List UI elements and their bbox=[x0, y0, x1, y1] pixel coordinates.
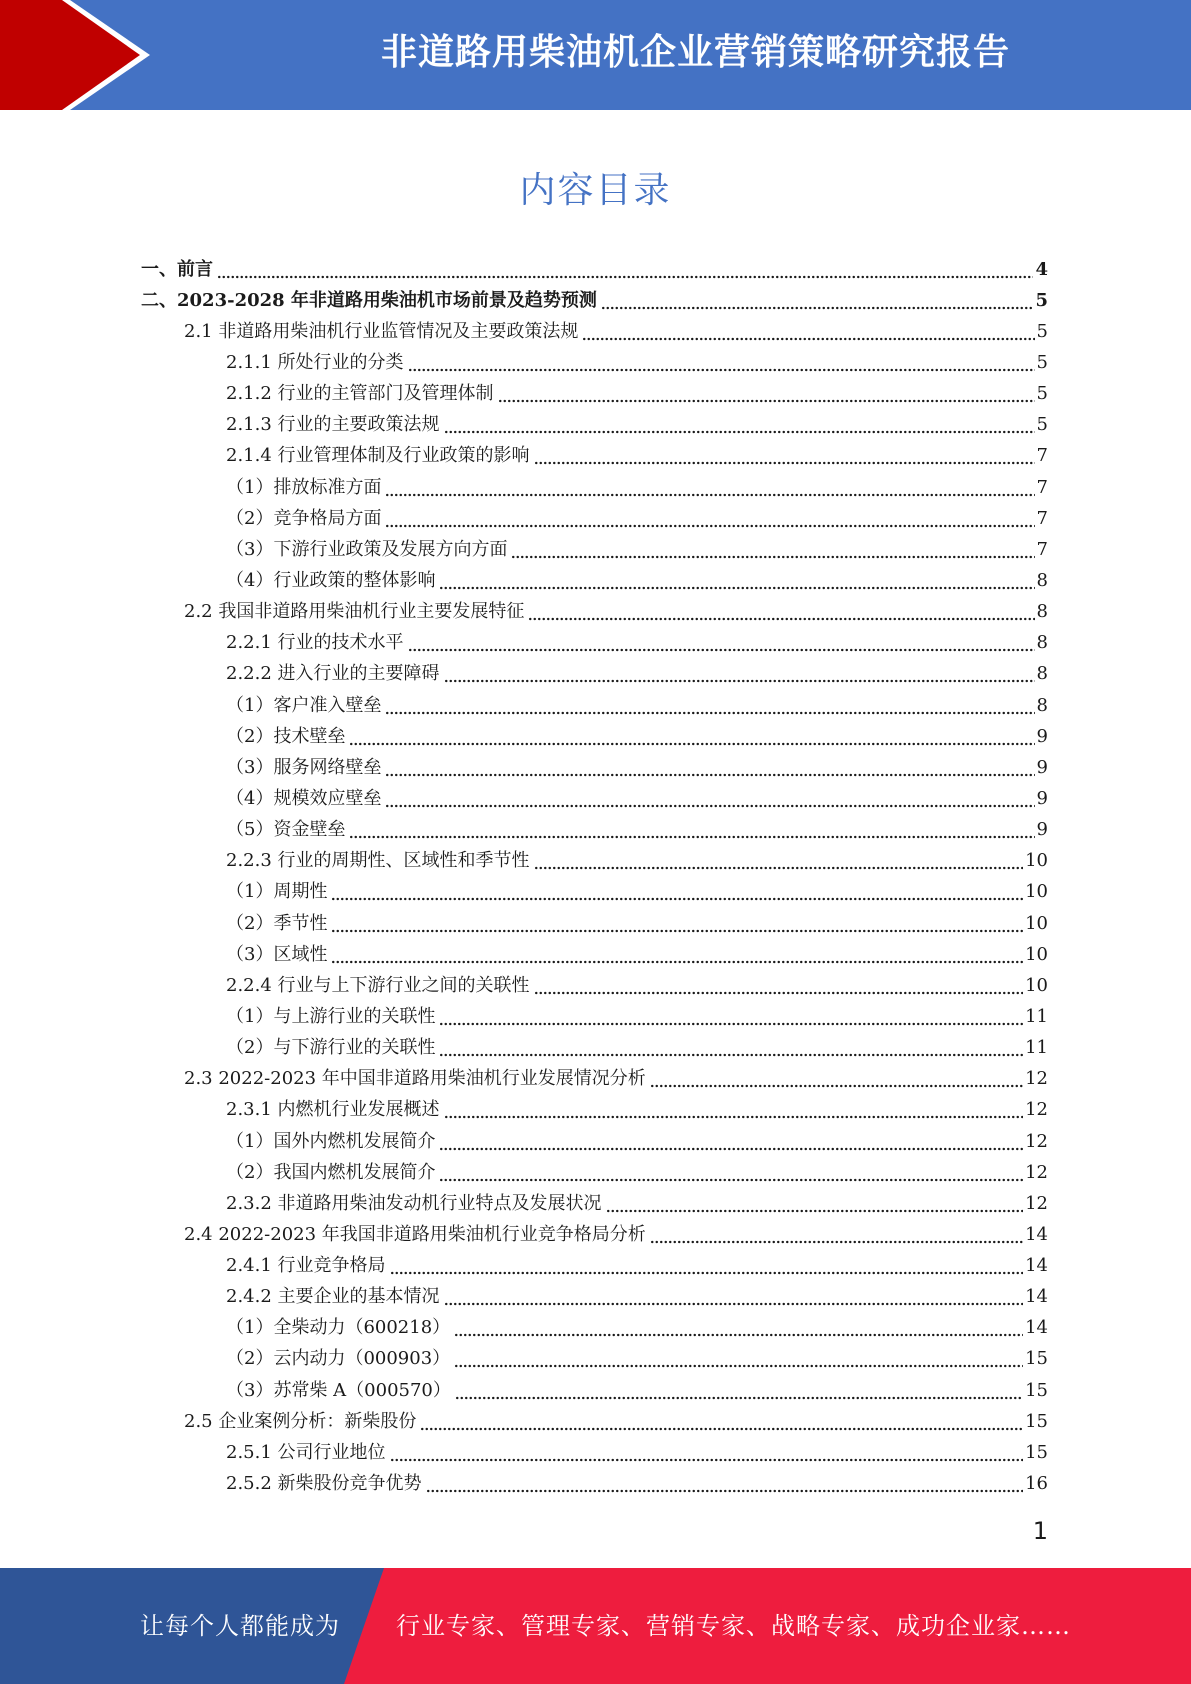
toc-entry[interactable] bbox=[0, 1064, 1191, 1095]
toc-entry-page: 15 bbox=[1025, 1379, 1048, 1401]
toc-entry[interactable] bbox=[0, 1001, 1191, 1032]
toc-leader-dots bbox=[439, 1166, 1023, 1182]
header-banner bbox=[0, 0, 1191, 110]
toc-entry-page: 8 bbox=[1036, 601, 1048, 623]
toc-entry-text: （2）季节性 bbox=[226, 912, 328, 934]
toc-leader-dots bbox=[455, 1384, 1023, 1400]
toc-entry-page: 4 bbox=[1035, 258, 1048, 280]
toc-entry[interactable] bbox=[0, 1406, 1191, 1437]
toc-entry-text: 2.3.2 非道路用柴油发动机行业特点及发展状况 bbox=[226, 1192, 602, 1214]
toc-leader-dots bbox=[408, 356, 1035, 372]
toc-leader-dots bbox=[349, 823, 1034, 839]
toc-entry[interactable] bbox=[0, 1219, 1191, 1250]
toc-entry-text: （1）客户准入壁垒 bbox=[226, 694, 382, 716]
toc-entry[interactable] bbox=[0, 472, 1191, 503]
toc-leader-dots bbox=[385, 481, 1034, 497]
toc-entry-page: 5 bbox=[1036, 351, 1048, 373]
footer-slogan: 让每个人都能成为 bbox=[140, 1612, 340, 1640]
toc-entry-text: 2.2.3 行业的周期性、区域性和季节性 bbox=[226, 850, 530, 872]
toc-entry-text: 2.2 我国非道路用柴油机行业主要发展特征 bbox=[184, 601, 525, 623]
toc-entry-page: 10 bbox=[1025, 943, 1048, 965]
toc-entry-text: 2.1.3 行业的主要政策法规 bbox=[226, 414, 440, 436]
toc-entry-text: （3）苏常柴 A（000570） bbox=[226, 1379, 451, 1401]
toc-entry-page: 14 bbox=[1025, 1255, 1048, 1277]
toc-entry[interactable] bbox=[0, 846, 1191, 877]
toc-entry-text: （2）与下游行业的关联性 bbox=[226, 1037, 436, 1059]
toc-entry-text: 2.4.2 主要企业的基本情况 bbox=[226, 1286, 440, 1308]
toc-entry-page: 9 bbox=[1036, 819, 1048, 841]
toc-leader-dots bbox=[534, 854, 1024, 870]
toc-entry-page: 8 bbox=[1036, 663, 1048, 685]
toc-entry[interactable] bbox=[0, 1437, 1191, 1468]
toc-entry-text: （1）全柴动力（600218） bbox=[226, 1317, 451, 1339]
toc-entry-text: 2.4 2022-2023 年我国非道路用柴油机行业竞争格局分析 bbox=[184, 1223, 646, 1245]
toc-entry[interactable] bbox=[0, 815, 1191, 846]
toc-entry-text: 2.2.4 行业与上下游行业之间的关联性 bbox=[226, 974, 530, 996]
toc-leader-dots bbox=[454, 1352, 1023, 1368]
toc-entry-page: 15 bbox=[1025, 1348, 1048, 1370]
toc-entry[interactable] bbox=[0, 783, 1191, 814]
toc-entry-text: 2.1.1 所处行业的分类 bbox=[226, 351, 404, 373]
toc-entry-page: 15 bbox=[1025, 1441, 1048, 1463]
toc-entry-text: 一、前言 bbox=[141, 258, 213, 280]
toc-leader-dots bbox=[606, 1197, 1024, 1213]
table-of-contents bbox=[0, 254, 1191, 1500]
toc-leader-dots bbox=[426, 1477, 1024, 1493]
footer-roles: 行业专家、管理专家、营销专家、战略专家、成功企业家…… bbox=[396, 1612, 1071, 1640]
toc-entry-page: 11 bbox=[1025, 1037, 1048, 1059]
toc-entry[interactable] bbox=[0, 254, 1191, 285]
toc-entry-text: （2）云内动力（000903） bbox=[226, 1348, 451, 1370]
toc-entry-page: 12 bbox=[1025, 1099, 1048, 1121]
toc-entry-text: （1）排放标准方面 bbox=[226, 476, 382, 498]
toc-entry-text: 2.3 2022-2023 年中国非道路用柴油机行业发展情况分析 bbox=[184, 1068, 646, 1090]
toc-entry-page: 9 bbox=[1036, 787, 1048, 809]
toc-entry-page: 9 bbox=[1036, 725, 1048, 747]
toc-leader-dots bbox=[439, 1135, 1023, 1151]
page-number: 1 bbox=[1032, 1517, 1048, 1545]
toc-entry[interactable] bbox=[0, 1157, 1191, 1188]
toc-leader-dots bbox=[331, 917, 1023, 933]
toc-leader-dots bbox=[511, 543, 1034, 559]
toc-entry-page: 12 bbox=[1025, 1161, 1048, 1183]
toc-entry[interactable] bbox=[0, 1188, 1191, 1219]
toc-entry[interactable] bbox=[0, 1344, 1191, 1375]
toc-entry[interactable] bbox=[0, 534, 1191, 565]
toc-entry-text: 2.5.2 新柴股份竞争优势 bbox=[226, 1473, 422, 1495]
toc-entry-text: （1）周期性 bbox=[226, 881, 328, 903]
toc-entry-page: 8 bbox=[1036, 632, 1048, 654]
toc-entry[interactable] bbox=[0, 441, 1191, 472]
toc-entry-text: 二、2023-2028 年非道路用柴油机市场前景及趋势预测 bbox=[141, 289, 597, 311]
toc-entry[interactable] bbox=[0, 690, 1191, 721]
toc-entry-page: 16 bbox=[1025, 1473, 1048, 1495]
toc-leader-dots bbox=[408, 636, 1035, 652]
toc-entry-page: 10 bbox=[1025, 850, 1048, 872]
toc-leader-dots bbox=[444, 667, 1035, 683]
toc-leader-dots bbox=[439, 574, 1034, 590]
toc-entry[interactable] bbox=[0, 410, 1191, 441]
toc-entry-text: （2）技术壁垒 bbox=[226, 725, 346, 747]
toc-leader-dots bbox=[390, 1259, 1024, 1275]
toc-entry-page: 12 bbox=[1025, 1192, 1048, 1214]
chevron-arrow-icon bbox=[0, 0, 160, 110]
toc-entry-page: 8 bbox=[1036, 569, 1048, 591]
toc-entry-text: 2.2.2 进入行业的主要障碍 bbox=[226, 663, 440, 685]
toc-entry-page: 5 bbox=[1035, 289, 1048, 311]
toc-entry-page: 14 bbox=[1025, 1286, 1048, 1308]
toc-entry-page: 8 bbox=[1036, 694, 1048, 716]
report-title: 非道路用柴油机企业营销策略研究报告 bbox=[380, 32, 1010, 73]
toc-entry-text: （1）与上游行业的关联性 bbox=[226, 1005, 436, 1027]
toc-entry-page: 10 bbox=[1025, 881, 1048, 903]
toc-entry[interactable] bbox=[0, 379, 1191, 410]
toc-entry-page: 5 bbox=[1036, 414, 1048, 436]
toc-entry-page: 5 bbox=[1036, 383, 1048, 405]
toc-entry-text: （1）国外内燃机发展简介 bbox=[226, 1130, 436, 1152]
toc-entry-page: 7 bbox=[1036, 507, 1048, 529]
toc-entry[interactable] bbox=[0, 503, 1191, 534]
toc-entry[interactable] bbox=[0, 1375, 1191, 1406]
toc-leader-dots bbox=[420, 1415, 1023, 1431]
footer-banner bbox=[0, 1568, 1191, 1684]
toc-entry-text: 2.5.1 公司行业地位 bbox=[226, 1441, 386, 1463]
toc-entry-text: 2.3.1 内燃机行业发展概述 bbox=[226, 1099, 440, 1121]
toc-entry-text: 2.4.1 行业竞争格局 bbox=[226, 1255, 386, 1277]
toc-entry[interactable] bbox=[0, 908, 1191, 939]
toc-entry-page: 7 bbox=[1036, 538, 1048, 560]
toc-entry[interactable] bbox=[0, 1095, 1191, 1126]
toc-entry[interactable] bbox=[0, 1468, 1191, 1499]
toc-entry-page: 10 bbox=[1025, 974, 1048, 996]
toc-entry[interactable] bbox=[0, 347, 1191, 378]
toc-entry[interactable] bbox=[0, 877, 1191, 908]
toc-leader-dots bbox=[650, 1072, 1023, 1088]
toc-leader-dots bbox=[498, 387, 1035, 403]
toc-leader-dots bbox=[444, 418, 1035, 434]
toc-leader-dots bbox=[439, 1010, 1023, 1026]
toc-entry-page: 14 bbox=[1025, 1223, 1048, 1245]
toc-leader-dots bbox=[439, 1041, 1023, 1057]
toc-leader-dots bbox=[390, 1446, 1024, 1462]
toc-entry[interactable] bbox=[0, 721, 1191, 752]
toc-leader-dots bbox=[534, 449, 1035, 465]
toc-leader-dots bbox=[331, 885, 1023, 901]
toc-entry-page: 12 bbox=[1025, 1130, 1048, 1152]
toc-entry-page: 10 bbox=[1025, 912, 1048, 934]
toc-entry-text: 2.1.2 行业的主管部门及管理体制 bbox=[226, 383, 494, 405]
toc-leader-dots bbox=[601, 294, 1034, 310]
toc-entry[interactable] bbox=[0, 597, 1191, 628]
toc-leader-dots bbox=[385, 699, 1034, 715]
toc-entry[interactable] bbox=[0, 659, 1191, 690]
toc-entry[interactable] bbox=[0, 316, 1191, 347]
toc-entry[interactable] bbox=[0, 1251, 1191, 1282]
toc-entry[interactable] bbox=[0, 565, 1191, 596]
toc-entry[interactable] bbox=[0, 285, 1191, 316]
toc-entry-text: （3）下游行业政策及发展方向方面 bbox=[226, 538, 508, 560]
toc-entry-text: （5）资金壁垒 bbox=[226, 819, 346, 841]
toc-entry[interactable] bbox=[0, 1313, 1191, 1344]
toc-entry-text: （3）区域性 bbox=[226, 943, 328, 965]
toc-entry-page: 7 bbox=[1036, 445, 1048, 467]
toc-entry[interactable] bbox=[0, 752, 1191, 783]
toc-entry-text: 2.1.4 行业管理体制及行业政策的影响 bbox=[226, 445, 530, 467]
toc-entry[interactable] bbox=[0, 1282, 1191, 1313]
toc-entry-page: 15 bbox=[1025, 1410, 1048, 1432]
toc-leader-dots bbox=[454, 1321, 1023, 1337]
toc-entry-text: （3）服务网络壁垒 bbox=[226, 756, 382, 778]
toc-leader-dots bbox=[349, 730, 1034, 746]
toc-entry-text: 2.1 非道路用柴油机行业监管情况及主要政策法规 bbox=[184, 320, 579, 342]
toc-entry-page: 12 bbox=[1025, 1068, 1048, 1090]
toc-leader-dots bbox=[444, 1290, 1024, 1306]
toc-entry[interactable] bbox=[0, 1033, 1191, 1064]
toc-leader-dots bbox=[217, 263, 1033, 279]
toc-entry-text: （4）规模效应壁垒 bbox=[226, 787, 382, 809]
toc-entry-page: 5 bbox=[1036, 320, 1048, 342]
toc-leader-dots bbox=[385, 512, 1034, 528]
toc-heading: 内容目录 bbox=[519, 170, 672, 211]
toc-entry-page: 11 bbox=[1025, 1005, 1048, 1027]
toc-leader-dots bbox=[385, 761, 1034, 777]
toc-entry[interactable] bbox=[0, 939, 1191, 970]
toc-leader-dots bbox=[444, 1103, 1024, 1119]
toc-leader-dots bbox=[534, 979, 1024, 995]
toc-entry-page: 14 bbox=[1025, 1317, 1048, 1339]
toc-leader-dots bbox=[582, 325, 1034, 341]
toc-entry[interactable] bbox=[0, 628, 1191, 659]
toc-entry-page: 7 bbox=[1036, 476, 1048, 498]
toc-leader-dots bbox=[650, 1228, 1023, 1244]
toc-entry[interactable] bbox=[0, 1126, 1191, 1157]
toc-entry-text: （2）我国内燃机发展简介 bbox=[226, 1161, 436, 1183]
toc-entry[interactable] bbox=[0, 970, 1191, 1001]
toc-leader-dots bbox=[331, 948, 1023, 964]
toc-entry-text: （4）行业政策的整体影响 bbox=[226, 569, 436, 591]
toc-entry-text: 2.5 企业案例分析：新柴股份 bbox=[184, 1410, 417, 1432]
toc-leader-dots bbox=[385, 792, 1034, 808]
toc-leader-dots bbox=[528, 605, 1034, 621]
toc-entry-page: 9 bbox=[1036, 756, 1048, 778]
toc-entry-text: 2.2.1 行业的技术水平 bbox=[226, 632, 404, 654]
toc-entry-text: （2）竞争格局方面 bbox=[226, 507, 382, 529]
